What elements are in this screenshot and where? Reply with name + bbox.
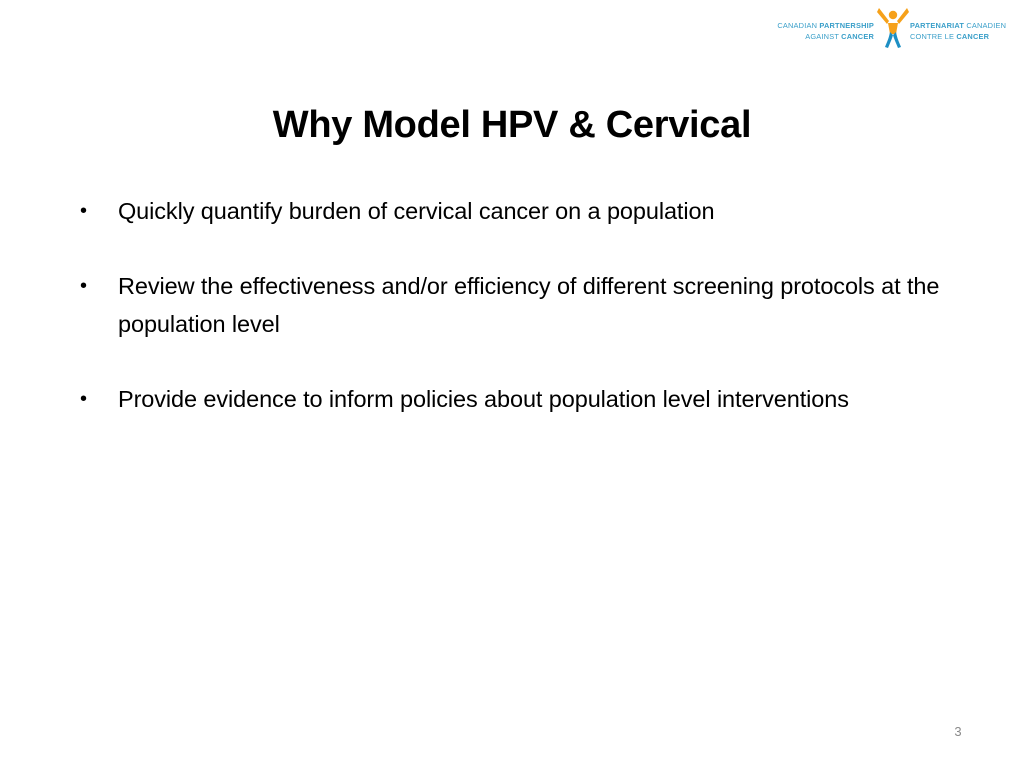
logo-english-text	[772, 20, 874, 42]
bullet-text: Review the effectiveness and/or efficiency of different screening protocols at the population level	[118, 273, 940, 337]
logo-french-text	[910, 20, 1006, 42]
logo-french-line2-regular: CONTRE LE	[910, 32, 957, 41]
partnership-figure-icon	[876, 4, 910, 50]
logo-french-line1-regular: CANADIEN	[964, 21, 1007, 30]
logo-french-line2-bold: CANCER	[956, 32, 990, 41]
bullet-item	[76, 192, 996, 230]
bullet-dot-icon: •	[80, 275, 87, 297]
logo-english-line1-bold: PARTNERSHIP	[819, 21, 874, 30]
bullet-item	[76, 380, 996, 418]
page-number: 3	[954, 724, 962, 739]
bullet-list	[76, 192, 996, 455]
slide-title: Why Model HPV & Cervical	[272, 104, 752, 146]
bullet-text: Quickly quantify burden of cervical cancer on a population	[118, 198, 715, 224]
bullet-dot-icon: •	[80, 388, 87, 410]
bullet-text: Provide evidence to inform policies about population level interventions	[118, 386, 849, 412]
logo-english-line2-bold: CANCER	[841, 32, 874, 41]
logo-english-line1-regular: CANADIAN	[777, 21, 820, 30]
logo-french-line1-bold: PARTENARIAT	[910, 21, 965, 30]
logo-english-line2-regular: AGAINST	[805, 32, 842, 41]
canadian-partnership-against-cancer-logo	[772, 4, 1014, 50]
bullet-dot-icon: •	[80, 200, 87, 222]
bullet-item	[76, 267, 996, 343]
